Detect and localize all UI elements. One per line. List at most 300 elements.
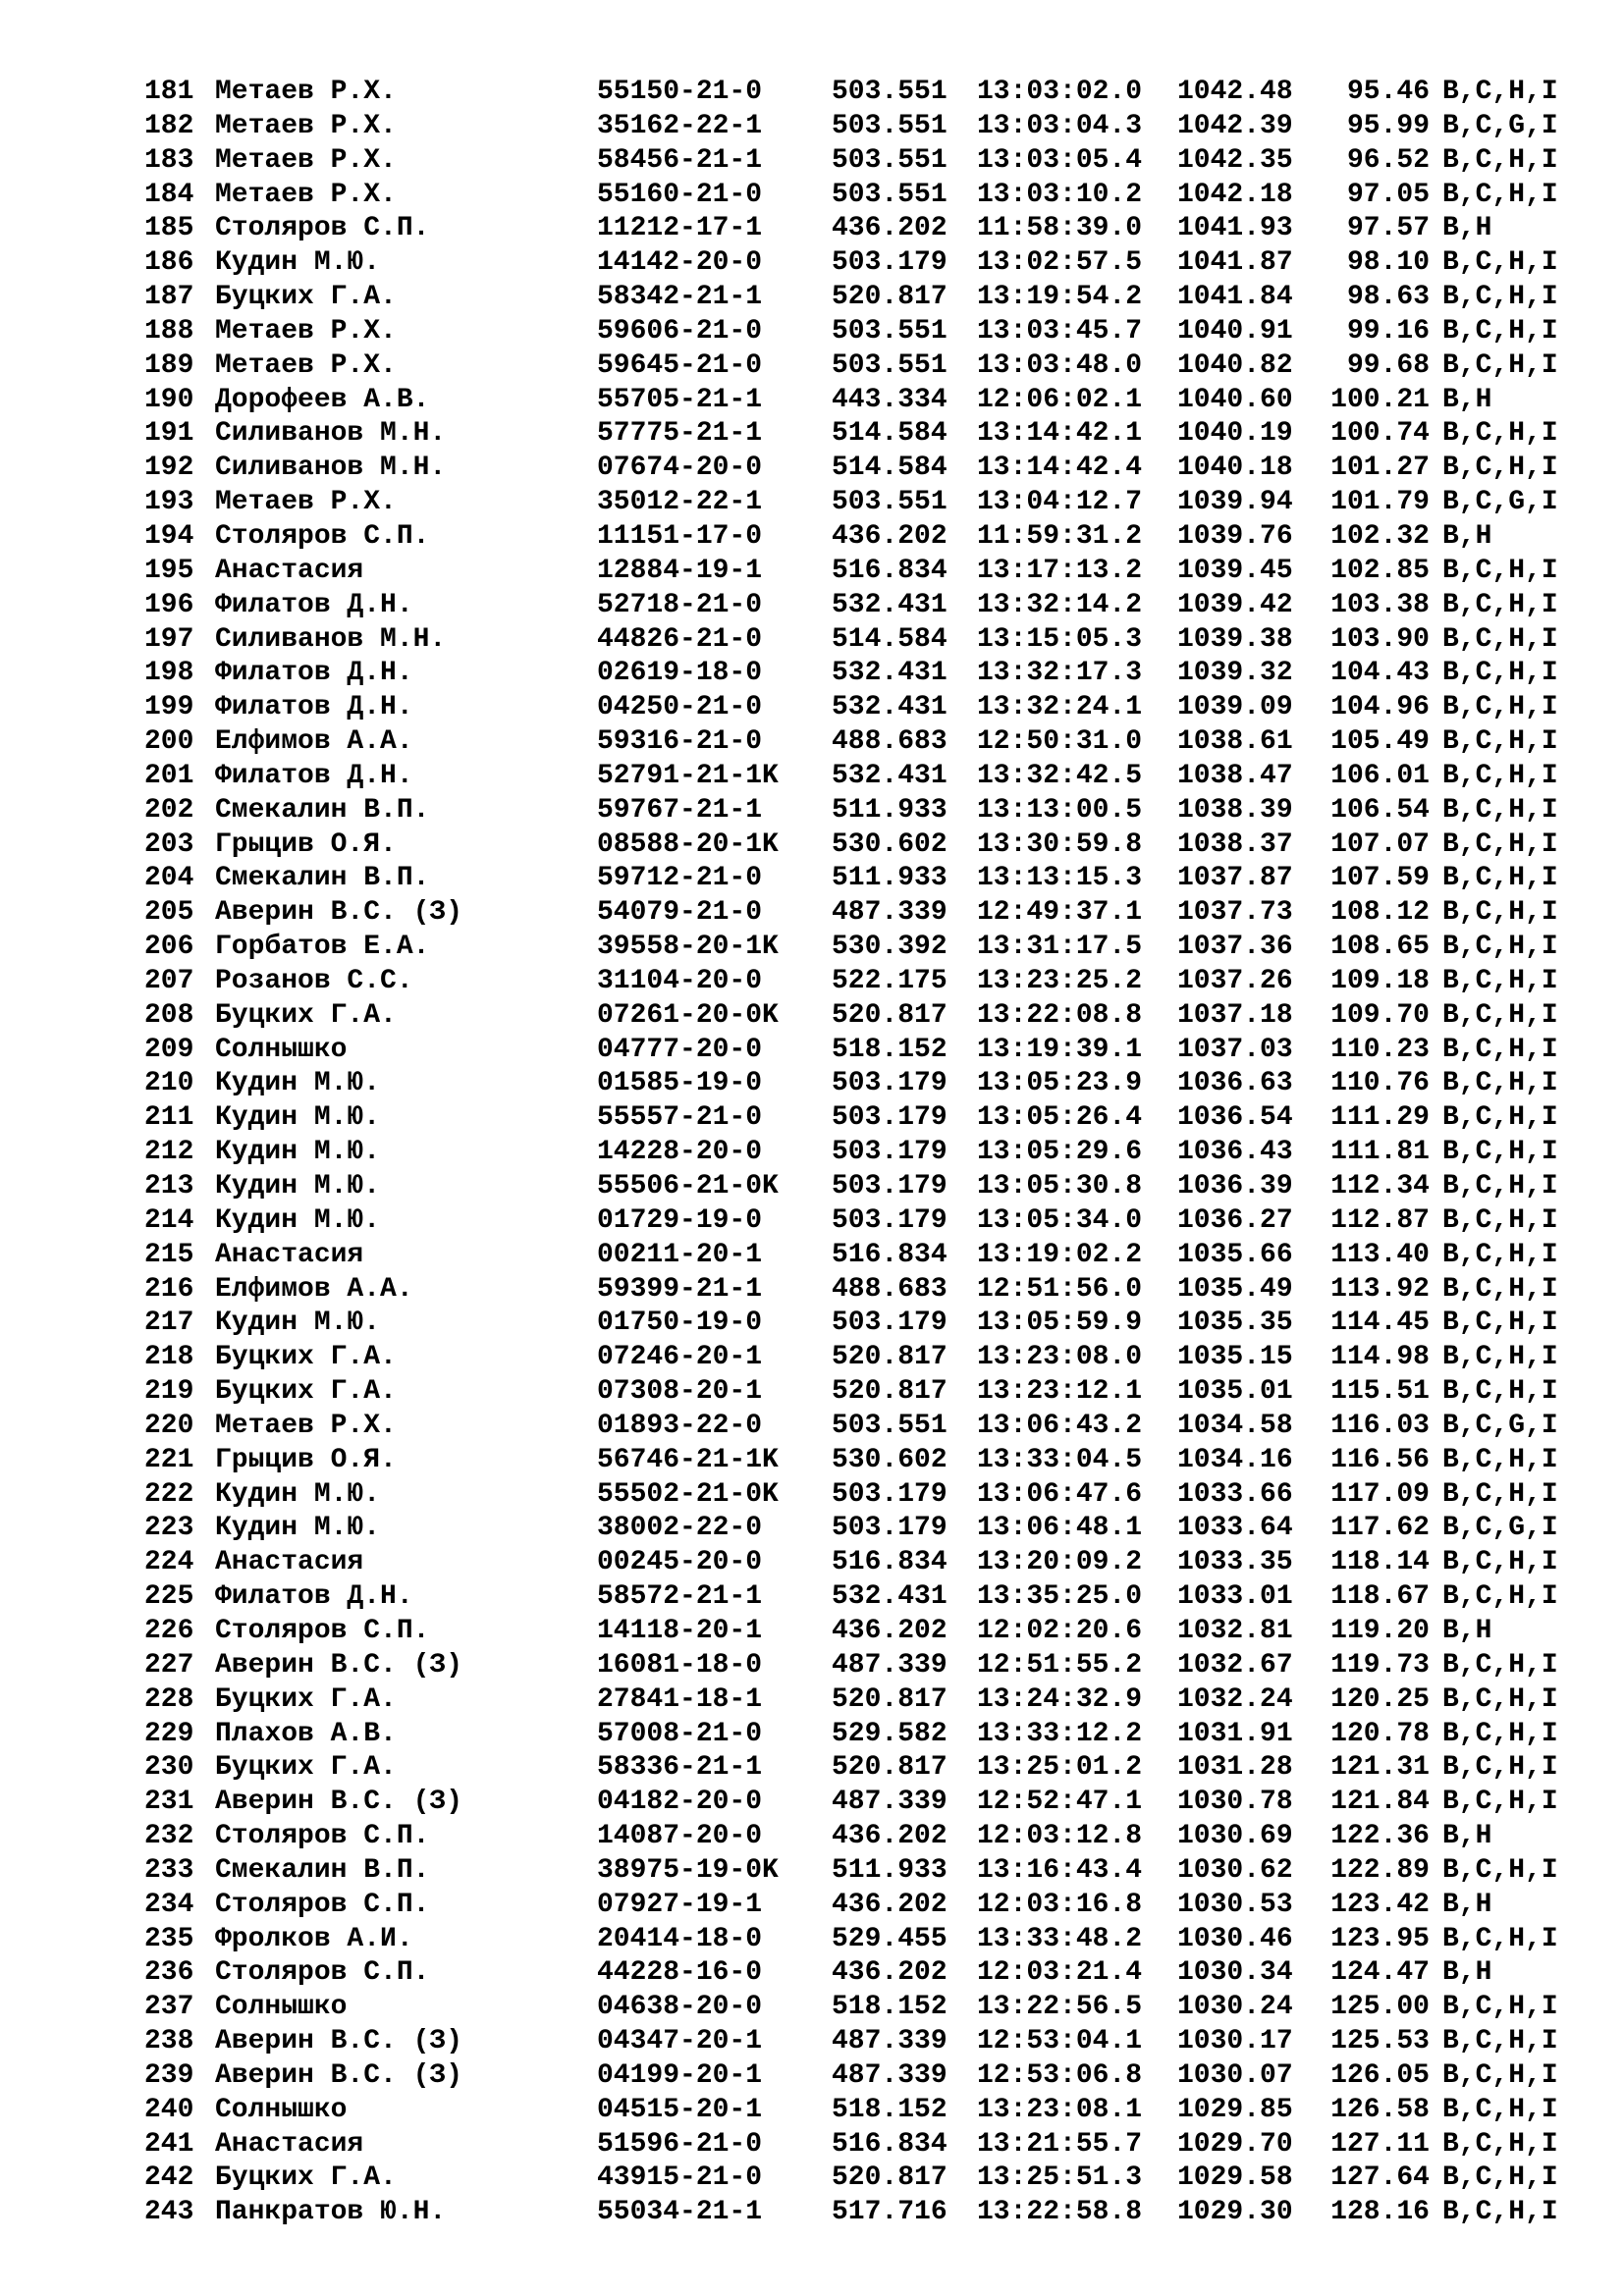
distance-km: 530.602 bbox=[832, 828, 947, 860]
distance-km: 532.431 bbox=[832, 692, 947, 723]
result-row bbox=[144, 1820, 1578, 1854]
ring-number: 58572-21-1 bbox=[597, 1581, 763, 1613]
speed-value: 1033.01 bbox=[1177, 1581, 1293, 1613]
flags-value: B,C,H,I bbox=[1442, 1854, 1558, 1886]
speed-value: 1042.48 bbox=[1177, 77, 1293, 107]
speed-value: 1038.61 bbox=[1177, 726, 1293, 758]
distance-km: 503.179 bbox=[832, 1137, 947, 1168]
distance-km: 511.933 bbox=[832, 794, 947, 826]
place-number: 201 bbox=[144, 760, 194, 791]
speed-value: 1032.24 bbox=[1177, 1683, 1293, 1715]
result-row bbox=[144, 1444, 1578, 1478]
arrival-time: 12:53:04.1 bbox=[977, 2026, 1143, 2057]
arrival-time: 12:51:55.2 bbox=[977, 1649, 1143, 1681]
fancier-name: Метаев Р.Х. bbox=[215, 77, 397, 107]
ring-number: 14228-20-0 bbox=[597, 1137, 763, 1168]
arrival-time: 13:23:25.2 bbox=[977, 965, 1143, 996]
speed-value: 1041.84 bbox=[1177, 282, 1293, 313]
arrival-time: 13:30:59.8 bbox=[977, 828, 1143, 860]
arrival-time: 13:16:43.4 bbox=[977, 1854, 1143, 1886]
distance-km: 522.175 bbox=[832, 965, 947, 996]
coefficient-value: 113.92 bbox=[1330, 1273, 1430, 1305]
speed-value: 1032.81 bbox=[1177, 1615, 1293, 1646]
coefficient-value: 110.76 bbox=[1330, 1068, 1430, 1099]
distance-km: 503.551 bbox=[832, 315, 947, 347]
speed-value: 1039.32 bbox=[1177, 658, 1293, 689]
distance-km: 530.392 bbox=[832, 932, 947, 963]
fancier-name: Буцких Г.А. bbox=[215, 1376, 397, 1408]
place-number: 226 bbox=[144, 1615, 194, 1646]
distance-km: 503.179 bbox=[832, 1171, 947, 1201]
result-row bbox=[144, 2162, 1578, 2196]
ring-number: 14142-20-0 bbox=[597, 247, 763, 279]
fancier-name: Метаев Р.Х. bbox=[215, 315, 397, 347]
arrival-time: 13:03:05.4 bbox=[977, 144, 1143, 176]
flags-value: B,C,H,I bbox=[1442, 692, 1558, 723]
speed-value: 1037.73 bbox=[1177, 897, 1293, 929]
result-row bbox=[144, 1751, 1578, 1786]
distance-km: 530.602 bbox=[832, 1444, 947, 1475]
flags-value: B,C,H,I bbox=[1442, 897, 1558, 929]
speed-value: 1037.18 bbox=[1177, 999, 1293, 1031]
coefficient-value: 111.29 bbox=[1330, 1102, 1430, 1134]
arrival-time: 13:19:02.2 bbox=[977, 1239, 1143, 1270]
speed-value: 1030.46 bbox=[1177, 1923, 1293, 1954]
flags-value: B,C,G,I bbox=[1442, 1410, 1558, 1441]
coefficient-value: 101.27 bbox=[1330, 453, 1430, 484]
fancier-name: Столяров С.П. bbox=[215, 520, 430, 552]
arrival-time: 13:24:32.9 bbox=[977, 1683, 1143, 1715]
flags-value: B,C,H,I bbox=[1442, 1787, 1558, 1818]
speed-value: 1035.35 bbox=[1177, 1308, 1293, 1339]
result-row bbox=[144, 212, 1578, 246]
distance-km: 517.716 bbox=[832, 2197, 947, 2228]
distance-km: 503.551 bbox=[832, 144, 947, 176]
ring-number: 51596-21-0 bbox=[597, 2128, 763, 2160]
fancier-name: Плахов А.В. bbox=[215, 1718, 397, 1749]
arrival-time: 13:22:08.8 bbox=[977, 999, 1143, 1031]
distance-km: 518.152 bbox=[832, 1034, 947, 1065]
place-number: 194 bbox=[144, 520, 194, 552]
speed-value: 1036.54 bbox=[1177, 1102, 1293, 1134]
result-row bbox=[144, 486, 1578, 520]
result-row bbox=[144, 1067, 1578, 1101]
distance-km: 503.551 bbox=[832, 487, 947, 518]
arrival-time: 13:25:51.3 bbox=[977, 2163, 1143, 2194]
place-number: 188 bbox=[144, 315, 194, 347]
place-number: 199 bbox=[144, 692, 194, 723]
result-row bbox=[144, 691, 1578, 725]
speed-value: 1040.82 bbox=[1177, 349, 1293, 381]
flags-value: B,H bbox=[1442, 520, 1492, 552]
result-row bbox=[144, 1273, 1578, 1308]
flags-value: B,C,H,I bbox=[1442, 965, 1558, 996]
arrival-time: 13:03:10.2 bbox=[977, 179, 1143, 210]
fancier-name: Анастасия bbox=[215, 1547, 364, 1578]
fancier-name: Метаев Р.Х. bbox=[215, 487, 397, 518]
fancier-name: Кудин М.Ю. bbox=[215, 1478, 381, 1510]
ring-number: 14118-20-1 bbox=[597, 1615, 763, 1646]
speed-value: 1030.17 bbox=[1177, 2026, 1293, 2057]
distance-km: 532.431 bbox=[832, 1581, 947, 1613]
fancier-name: Кудин М.Ю. bbox=[215, 1308, 381, 1339]
ring-number: 55506-21-0K bbox=[597, 1171, 779, 1201]
place-number: 230 bbox=[144, 1752, 194, 1784]
flags-value: B,H bbox=[1442, 213, 1492, 244]
ring-number: 56746-21-1K bbox=[597, 1444, 779, 1475]
result-row bbox=[144, 862, 1578, 896]
result-row bbox=[144, 1991, 1578, 2025]
distance-km: 436.202 bbox=[832, 1957, 947, 1989]
place-number: 196 bbox=[144, 589, 194, 620]
distance-km: 516.834 bbox=[832, 1547, 947, 1578]
speed-value: 1042.35 bbox=[1177, 144, 1293, 176]
coefficient-value: 109.70 bbox=[1330, 999, 1430, 1031]
flags-value: B,C,H,I bbox=[1442, 1581, 1558, 1613]
arrival-time: 13:21:55.7 bbox=[977, 2128, 1143, 2160]
distance-km: 503.179 bbox=[832, 1478, 947, 1510]
coefficient-value: 126.05 bbox=[1330, 2059, 1430, 2091]
flags-value: B,C,H,I bbox=[1442, 1102, 1558, 1134]
place-number: 208 bbox=[144, 999, 194, 1031]
result-row bbox=[144, 520, 1578, 555]
fancier-name: Силиванов М.Н. bbox=[215, 453, 447, 484]
flags-value: B,C,H,I bbox=[1442, 144, 1558, 176]
arrival-time: 13:19:39.1 bbox=[977, 1034, 1143, 1065]
arrival-time: 12:03:12.8 bbox=[977, 1821, 1143, 1852]
coefficient-value: 107.59 bbox=[1330, 863, 1430, 894]
place-number: 191 bbox=[144, 418, 194, 450]
flags-value: B,C,H,I bbox=[1442, 828, 1558, 860]
flags-value: B,C,H,I bbox=[1442, 1547, 1558, 1578]
flags-value: B,C,H,I bbox=[1442, 1137, 1558, 1168]
arrival-time: 13:33:48.2 bbox=[977, 1923, 1143, 1954]
arrival-time: 13:13:15.3 bbox=[977, 863, 1143, 894]
distance-km: 436.202 bbox=[832, 520, 947, 552]
place-number: 216 bbox=[144, 1273, 194, 1305]
result-row bbox=[144, 1786, 1578, 1820]
flags-value: B,H bbox=[1442, 384, 1492, 415]
result-row bbox=[144, 179, 1578, 213]
coefficient-value: 112.34 bbox=[1330, 1171, 1430, 1201]
speed-value: 1036.27 bbox=[1177, 1204, 1293, 1236]
result-row bbox=[144, 828, 1578, 863]
flags-value: B,H bbox=[1442, 1821, 1492, 1852]
speed-value: 1029.70 bbox=[1177, 2128, 1293, 2160]
fancier-name: Панкратов Ю.Н. bbox=[215, 2197, 447, 2228]
ring-number: 11151-17-0 bbox=[597, 520, 763, 552]
result-row bbox=[144, 2059, 1578, 2094]
speed-value: 1030.62 bbox=[1177, 1854, 1293, 1886]
arrival-time: 13:06:47.6 bbox=[977, 1478, 1143, 1510]
coefficient-value: 103.38 bbox=[1330, 589, 1430, 620]
ring-number: 55160-21-0 bbox=[597, 179, 763, 210]
arrival-time: 13:23:08.1 bbox=[977, 2094, 1143, 2125]
result-row bbox=[144, 657, 1578, 691]
arrival-time: 13:35:25.0 bbox=[977, 1581, 1143, 1613]
distance-km: 503.551 bbox=[832, 77, 947, 107]
result-row bbox=[144, 623, 1578, 658]
place-number: 223 bbox=[144, 1513, 194, 1544]
arrival-time: 13:14:42.4 bbox=[977, 453, 1143, 484]
result-row bbox=[144, 896, 1578, 931]
fancier-name: Буцких Г.А. bbox=[215, 1683, 397, 1715]
fancier-name: Аверин В.С. (З) bbox=[215, 1649, 463, 1681]
distance-km: 520.817 bbox=[832, 2163, 947, 2194]
coefficient-value: 115.51 bbox=[1330, 1376, 1430, 1408]
ring-number: 59712-21-0 bbox=[597, 863, 763, 894]
speed-value: 1029.58 bbox=[1177, 2163, 1293, 2194]
speed-value: 1036.39 bbox=[1177, 1171, 1293, 1201]
ring-number: 57008-21-0 bbox=[597, 1718, 763, 1749]
ring-number: 59606-21-0 bbox=[597, 315, 763, 347]
place-number: 190 bbox=[144, 384, 194, 415]
speed-value: 1029.85 bbox=[1177, 2094, 1293, 2125]
flags-value: B,C,H,I bbox=[1442, 2197, 1558, 2228]
arrival-time: 13:32:24.1 bbox=[977, 692, 1143, 723]
coefficient-value: 125.00 bbox=[1330, 1992, 1430, 2023]
flags-value: B,C,H,I bbox=[1442, 863, 1558, 894]
fancier-name: Дорофеев А.В. bbox=[215, 384, 430, 415]
arrival-time: 13:05:29.6 bbox=[977, 1137, 1143, 1168]
place-number: 221 bbox=[144, 1444, 194, 1475]
fancier-name: Буцких Г.А. bbox=[215, 282, 397, 313]
fancier-name: Фролков А.И. bbox=[215, 1923, 413, 1954]
place-number: 229 bbox=[144, 1718, 194, 1749]
coefficient-value: 102.32 bbox=[1330, 520, 1430, 552]
distance-km: 532.431 bbox=[832, 658, 947, 689]
distance-km: 520.817 bbox=[832, 1376, 947, 1408]
place-number: 187 bbox=[144, 282, 194, 313]
speed-value: 1032.67 bbox=[1177, 1649, 1293, 1681]
result-row bbox=[144, 452, 1578, 486]
distance-km: 487.339 bbox=[832, 2059, 947, 2091]
results-list bbox=[144, 76, 1578, 2230]
speed-value: 1035.01 bbox=[1177, 1376, 1293, 1408]
ring-number: 55557-21-0 bbox=[597, 1102, 763, 1134]
result-row bbox=[144, 2025, 1578, 2059]
result-row bbox=[144, 725, 1578, 760]
result-row bbox=[144, 110, 1578, 144]
fancier-name: Силиванов М.Н. bbox=[215, 418, 447, 450]
flags-value: B,C,H,I bbox=[1442, 247, 1558, 279]
coefficient-value: 106.54 bbox=[1330, 794, 1430, 826]
ring-number: 58342-21-1 bbox=[597, 282, 763, 313]
flags-value: B,C,H,I bbox=[1442, 1923, 1558, 1954]
fancier-name: Смекалин В.П. bbox=[215, 794, 430, 826]
place-number: 235 bbox=[144, 1923, 194, 1954]
fancier-name: Филатов Д.Н. bbox=[215, 692, 413, 723]
ring-number: 58336-21-1 bbox=[597, 1752, 763, 1784]
fancier-name: Метаев Р.Х. bbox=[215, 1410, 397, 1441]
result-row bbox=[144, 1239, 1578, 1273]
speed-value: 1039.09 bbox=[1177, 692, 1293, 723]
coefficient-value: 109.18 bbox=[1330, 965, 1430, 996]
flags-value: B,C,H,I bbox=[1442, 1683, 1558, 1715]
coefficient-value: 116.56 bbox=[1330, 1444, 1430, 1475]
fancier-name: Горбатов Е.А. bbox=[215, 932, 430, 963]
coefficient-value: 120.25 bbox=[1330, 1683, 1430, 1715]
arrival-time: 13:15:05.3 bbox=[977, 623, 1143, 655]
coefficient-value: 114.45 bbox=[1330, 1308, 1430, 1339]
ring-number: 58456-21-1 bbox=[597, 144, 763, 176]
arrival-time: 13:06:48.1 bbox=[977, 1513, 1143, 1544]
place-number: 234 bbox=[144, 1889, 194, 1920]
arrival-time: 13:20:09.2 bbox=[977, 1547, 1143, 1578]
ring-number: 27841-18-1 bbox=[597, 1683, 763, 1715]
arrival-time: 13:31:17.5 bbox=[977, 932, 1143, 963]
coefficient-value: 123.95 bbox=[1330, 1923, 1430, 1954]
result-row bbox=[144, 2094, 1578, 2128]
ring-number: 11212-17-1 bbox=[597, 213, 763, 244]
distance-km: 487.339 bbox=[832, 1649, 947, 1681]
coefficient-value: 107.07 bbox=[1330, 828, 1430, 860]
speed-value: 1041.87 bbox=[1177, 247, 1293, 279]
fancier-name: Кудин М.Ю. bbox=[215, 247, 381, 279]
flags-value: B,C,H,I bbox=[1442, 2026, 1558, 2057]
fancier-name: Кудин М.Ю. bbox=[215, 1137, 381, 1168]
speed-value: 1037.87 bbox=[1177, 863, 1293, 894]
flags-value: B,C,H,I bbox=[1442, 1171, 1558, 1201]
result-row bbox=[144, 1546, 1578, 1580]
distance-km: 520.817 bbox=[832, 1683, 947, 1715]
arrival-time: 12:52:47.1 bbox=[977, 1787, 1143, 1818]
coefficient-value: 119.20 bbox=[1330, 1615, 1430, 1646]
flags-value: B,C,H,I bbox=[1442, 77, 1558, 107]
flags-value: B,C,H,I bbox=[1442, 179, 1558, 210]
result-row bbox=[144, 1854, 1578, 1889]
result-row bbox=[144, 349, 1578, 384]
fancier-name: Аверин В.С. (З) bbox=[215, 897, 463, 929]
fancier-name: Анастасия bbox=[215, 2128, 364, 2160]
coefficient-value: 116.03 bbox=[1330, 1410, 1430, 1441]
place-number: 232 bbox=[144, 1821, 194, 1852]
place-number: 241 bbox=[144, 2128, 194, 2160]
coefficient-value: 95.99 bbox=[1346, 110, 1430, 141]
distance-km: 436.202 bbox=[832, 1821, 947, 1852]
flags-value: B,C,H,I bbox=[1442, 1444, 1558, 1475]
ring-number: 35162-22-1 bbox=[597, 110, 763, 141]
arrival-time: 13:06:43.2 bbox=[977, 1410, 1143, 1441]
ring-number: 57775-21-1 bbox=[597, 418, 763, 450]
flags-value: B,C,H,I bbox=[1442, 794, 1558, 826]
result-row bbox=[144, 760, 1578, 794]
place-number: 210 bbox=[144, 1068, 194, 1099]
arrival-time: 13:05:23.9 bbox=[977, 1068, 1143, 1099]
place-number: 182 bbox=[144, 110, 194, 141]
fancier-name: Смекалин В.П. bbox=[215, 863, 430, 894]
distance-km: 503.179 bbox=[832, 1308, 947, 1339]
result-row bbox=[144, 1136, 1578, 1170]
arrival-time: 12:53:06.8 bbox=[977, 2059, 1143, 2091]
distance-km: 503.551 bbox=[832, 110, 947, 141]
distance-km: 503.551 bbox=[832, 349, 947, 381]
place-number: 224 bbox=[144, 1547, 194, 1578]
ring-number: 16081-18-0 bbox=[597, 1649, 763, 1681]
coefficient-value: 106.01 bbox=[1330, 760, 1430, 791]
coefficient-value: 121.84 bbox=[1330, 1787, 1430, 1818]
result-row bbox=[144, 965, 1578, 999]
speed-value: 1030.34 bbox=[1177, 1957, 1293, 1989]
place-number: 197 bbox=[144, 623, 194, 655]
result-row bbox=[144, 1923, 1578, 1957]
coefficient-value: 117.62 bbox=[1330, 1513, 1430, 1544]
flags-value: B,C,H,I bbox=[1442, 658, 1558, 689]
fancier-name: Буцких Г.А. bbox=[215, 1752, 397, 1784]
coefficient-value: 124.47 bbox=[1330, 1957, 1430, 1989]
place-number: 198 bbox=[144, 658, 194, 689]
ring-number: 59767-21-1 bbox=[597, 794, 763, 826]
place-number: 215 bbox=[144, 1239, 194, 1270]
fancier-name: Филатов Д.Н. bbox=[215, 658, 413, 689]
flags-value: B,C,H,I bbox=[1442, 2094, 1558, 2125]
ring-number: 04515-20-1 bbox=[597, 2094, 763, 2125]
speed-value: 1036.43 bbox=[1177, 1137, 1293, 1168]
coefficient-value: 122.89 bbox=[1330, 1854, 1430, 1886]
flags-value: B,C,H,I bbox=[1442, 1342, 1558, 1373]
ring-number: 44826-21-0 bbox=[597, 623, 763, 655]
place-number: 217 bbox=[144, 1308, 194, 1339]
fancier-name: Столяров С.П. bbox=[215, 1821, 430, 1852]
coefficient-value: 120.78 bbox=[1330, 1718, 1430, 1749]
distance-km: 503.551 bbox=[832, 1410, 947, 1441]
flags-value: B,H bbox=[1442, 1957, 1492, 1989]
ring-number: 02619-18-0 bbox=[597, 658, 763, 689]
coefficient-value: 126.58 bbox=[1330, 2094, 1430, 2125]
coefficient-value: 122.36 bbox=[1330, 1821, 1430, 1852]
arrival-time: 13:17:13.2 bbox=[977, 555, 1143, 586]
result-row bbox=[144, 1649, 1578, 1683]
ring-number: 01893-22-0 bbox=[597, 1410, 763, 1441]
fancier-name: Метаев Р.Х. bbox=[215, 144, 397, 176]
ring-number: 31104-20-0 bbox=[597, 965, 763, 996]
coefficient-value: 111.81 bbox=[1330, 1137, 1430, 1168]
place-number: 222 bbox=[144, 1478, 194, 1510]
speed-value: 1036.63 bbox=[1177, 1068, 1293, 1099]
place-number: 209 bbox=[144, 1034, 194, 1065]
arrival-time: 13:03:02.0 bbox=[977, 77, 1143, 107]
result-row bbox=[144, 384, 1578, 418]
flags-value: B,C,H,I bbox=[1442, 1992, 1558, 2023]
distance-km: 514.584 bbox=[832, 623, 947, 655]
coefficient-value: 102.85 bbox=[1330, 555, 1430, 586]
coefficient-value: 113.40 bbox=[1330, 1239, 1430, 1270]
result-row bbox=[144, 999, 1578, 1034]
coefficient-value: 123.42 bbox=[1330, 1889, 1430, 1920]
distance-km: 488.683 bbox=[832, 726, 947, 758]
ring-number: 12884-19-1 bbox=[597, 555, 763, 586]
fancier-name: Аверин В.С. (З) bbox=[215, 1787, 463, 1818]
result-row bbox=[144, 1580, 1578, 1615]
flags-value: B,C,H,I bbox=[1442, 932, 1558, 963]
ring-number: 01750-19-0 bbox=[597, 1308, 763, 1339]
fancier-name: Метаев Р.Х. bbox=[215, 179, 397, 210]
speed-value: 1038.39 bbox=[1177, 794, 1293, 826]
distance-km: 436.202 bbox=[832, 1615, 947, 1646]
coefficient-value: 104.96 bbox=[1330, 692, 1430, 723]
coefficient-value: 112.87 bbox=[1330, 1204, 1430, 1236]
place-number: 192 bbox=[144, 453, 194, 484]
result-row bbox=[144, 144, 1578, 179]
arrival-time: 11:59:31.2 bbox=[977, 520, 1143, 552]
fancier-name: Грыцив О.Я. bbox=[215, 1444, 397, 1475]
distance-km: 516.834 bbox=[832, 555, 947, 586]
result-row bbox=[144, 555, 1578, 589]
ring-number: 04182-20-0 bbox=[597, 1787, 763, 1818]
flags-value: B,C,H,I bbox=[1442, 1273, 1558, 1305]
coefficient-value: 110.23 bbox=[1330, 1034, 1430, 1065]
arrival-time: 13:02:57.5 bbox=[977, 247, 1143, 279]
